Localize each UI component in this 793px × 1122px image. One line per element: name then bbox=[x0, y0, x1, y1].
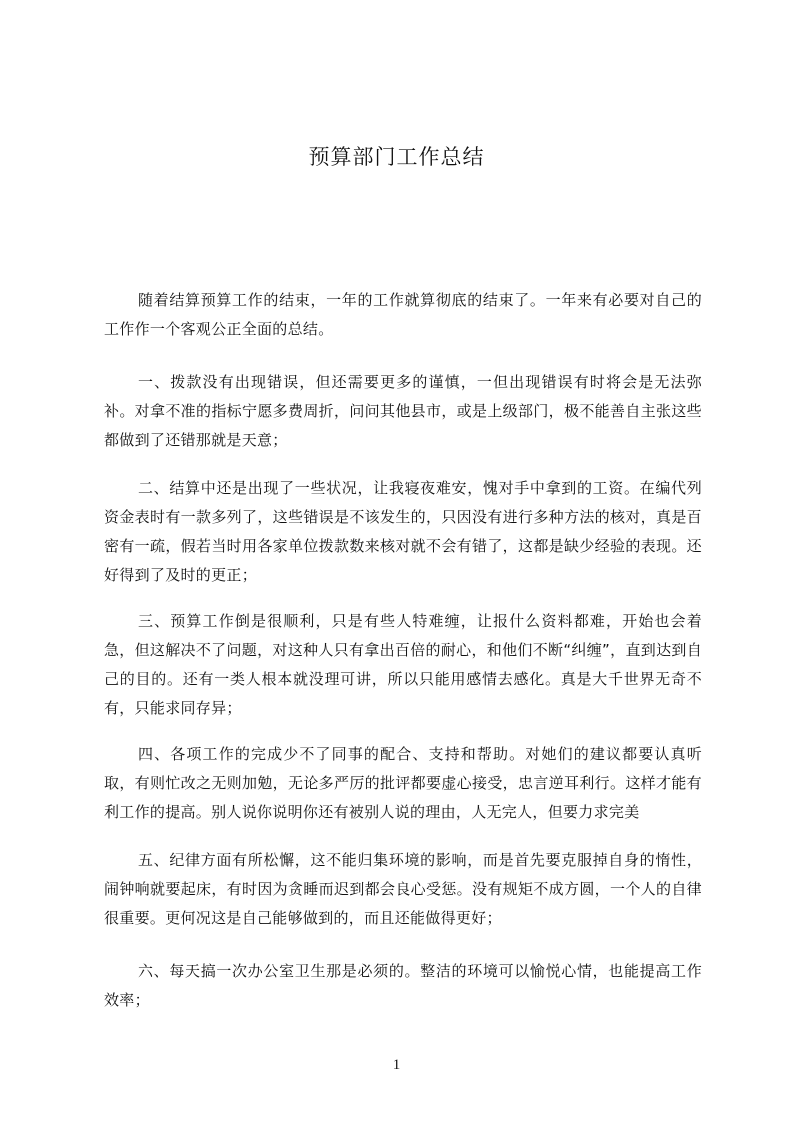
paragraph-item-5: 五、纪律方面有所松懈，这不能归集环境的影响，而是首先要克服掉自身的惰性，闹钟响就要起床，有时因为贪睡而迟到都会良心受惩。没有规矩不成方圆，一个人的自律很重要。更何况这是自己能够做到的，而且还能做得更好； bbox=[104, 851, 702, 927]
document-title: 预算部门工作总结 bbox=[308, 145, 485, 169]
paragraph-item-4: 四、各项工作的完成少不了同事的配合、支持和帮助。对她们的建议都要认真听取，有则忙改之无则加勉，无论多严厉的批评都要虚心接受，忠言逆耳利行。这样才能有利工作的提高。别人说你说明你还有被别人说的理由，人无完人，但要力求完美 bbox=[104, 745, 702, 821]
paragraph-intro: 随着结算预算工作的结束，一年的工作就算彻底的结束了。一年来有必要对自己的工作作一个客观公正全面的总结。 bbox=[104, 291, 702, 338]
paragraph-item-6: 六、每天搞一次办公室卫生那是必须的。整洁的环境可以愉悦心情，也能提高工作效率； bbox=[104, 962, 702, 1009]
page-number: 1 bbox=[392, 1057, 401, 1073]
paragraph-item-1: 一、拨款没有出现错误，但还需要更多的谨慎，一但出现错误有时将会是无法弥补。对拿不准的指标宁愿多费周折，问问其他县市，或是上级部门，极不能善自主张这些都做到了还错那就是天意； bbox=[104, 373, 702, 449]
paragraph-item-3: 三、预算工作倒是很顺利，只是有些人特难缠，让报什么资料都难，开始也会着急，但这解决不了问题，对这种人只有拿出百倍的耐心，和他们不断“纠缠”，直到达到自己的目的。还有一类人根本就没理可讲，所以只能用感情去感化。真是大千世界无奇不有，只能求同存异； bbox=[104, 612, 702, 717]
paragraph-item-2: 二、结算中还是出现了一些状况，让我寝夜难安，愧对手中拿到的工资。在编代列资金表时有一款多列了，这些错误是不该发生的，只因没有进行多种方法的核对，真是百密有一疏，假若当时用各家单位拨款数来核对就不会有错了，这都是缺少经验的表现。还好得到了及时的更正； bbox=[104, 479, 702, 584]
